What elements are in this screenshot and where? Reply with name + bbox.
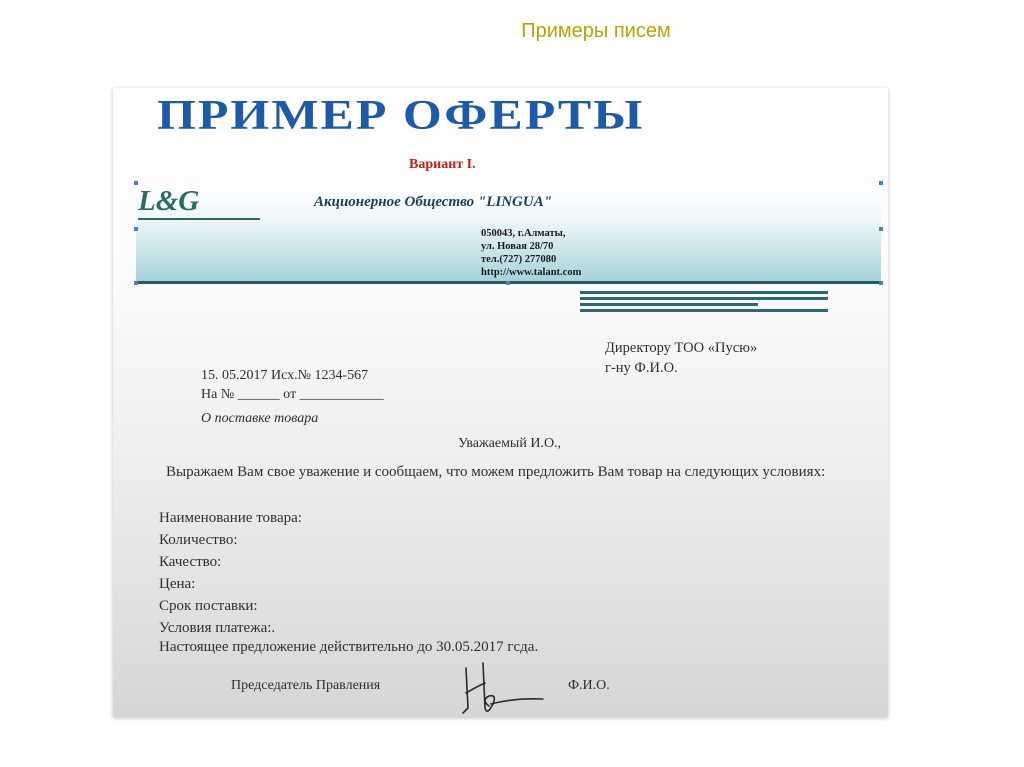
address-line: тел.(727) 277080	[481, 254, 557, 265]
letter-subject: О поставке товара	[201, 411, 319, 426]
offer-field: Наименование товара:	[159, 510, 302, 526]
selection-handle	[879, 281, 883, 285]
offer-fields-list	[159, 507, 302, 639]
recipient-block	[605, 338, 757, 378]
validity-statement: Настоящее предложение действительно до 30.05.2017 гсда.	[159, 639, 539, 655]
selection-handle	[879, 181, 883, 185]
offer-field: Качество:	[159, 554, 222, 570]
recipient-line: г-ну Ф.И.О.	[605, 360, 678, 376]
decorative-line	[580, 309, 828, 312]
logo-underline	[138, 218, 260, 220]
address-line: http://www.talant.com	[481, 267, 582, 278]
selection-handle	[134, 281, 138, 285]
offer-letter-document	[113, 88, 888, 717]
recipient-line: Директору ТОО «Пусю»	[605, 340, 758, 356]
selection-handle	[134, 227, 138, 231]
handwritten-signature	[453, 658, 553, 718]
company-address	[481, 227, 581, 279]
outgoing-number: 15. 05.2017 Исх.№ 1234-567	[201, 368, 369, 383]
variant-label: Вариант I.	[409, 157, 476, 172]
signatory-role: Председатель Правления	[231, 678, 381, 693]
offer-field: Условия платежа:.	[159, 620, 276, 636]
company-logo: L&G	[138, 185, 200, 217]
address-line: ул. Новая 28/70	[481, 241, 554, 252]
decorative-line	[580, 297, 828, 300]
selection-handle	[879, 227, 883, 231]
body-paragraph: Выражаем Вам свое уважение и сообщаем, что можем предложить Вам товар на следующих условиях:	[166, 464, 826, 480]
company-name: Акционерное Общество "LINGUA"	[314, 194, 553, 210]
decorative-line	[580, 291, 828, 294]
letterhead	[136, 183, 881, 284]
offer-field: Цена:	[159, 576, 196, 592]
reference-block	[201, 366, 384, 404]
offer-field: Количество:	[159, 532, 238, 548]
address-line: 050043, г.Алматы,	[481, 228, 566, 239]
signatory-name: Ф.И.О.	[568, 678, 610, 693]
decorative-line	[580, 303, 758, 306]
selection-handle	[506, 281, 510, 285]
offer-field: Срок поставки:	[159, 598, 258, 614]
incoming-reference: На № ______ от ____________	[201, 387, 384, 402]
greeting: Уважаемый И.О.,	[458, 436, 562, 451]
offer-heading: ПРИМЕР ОФЕРТЫ	[157, 90, 645, 139]
slide-title: Примеры писем	[521, 20, 671, 42]
